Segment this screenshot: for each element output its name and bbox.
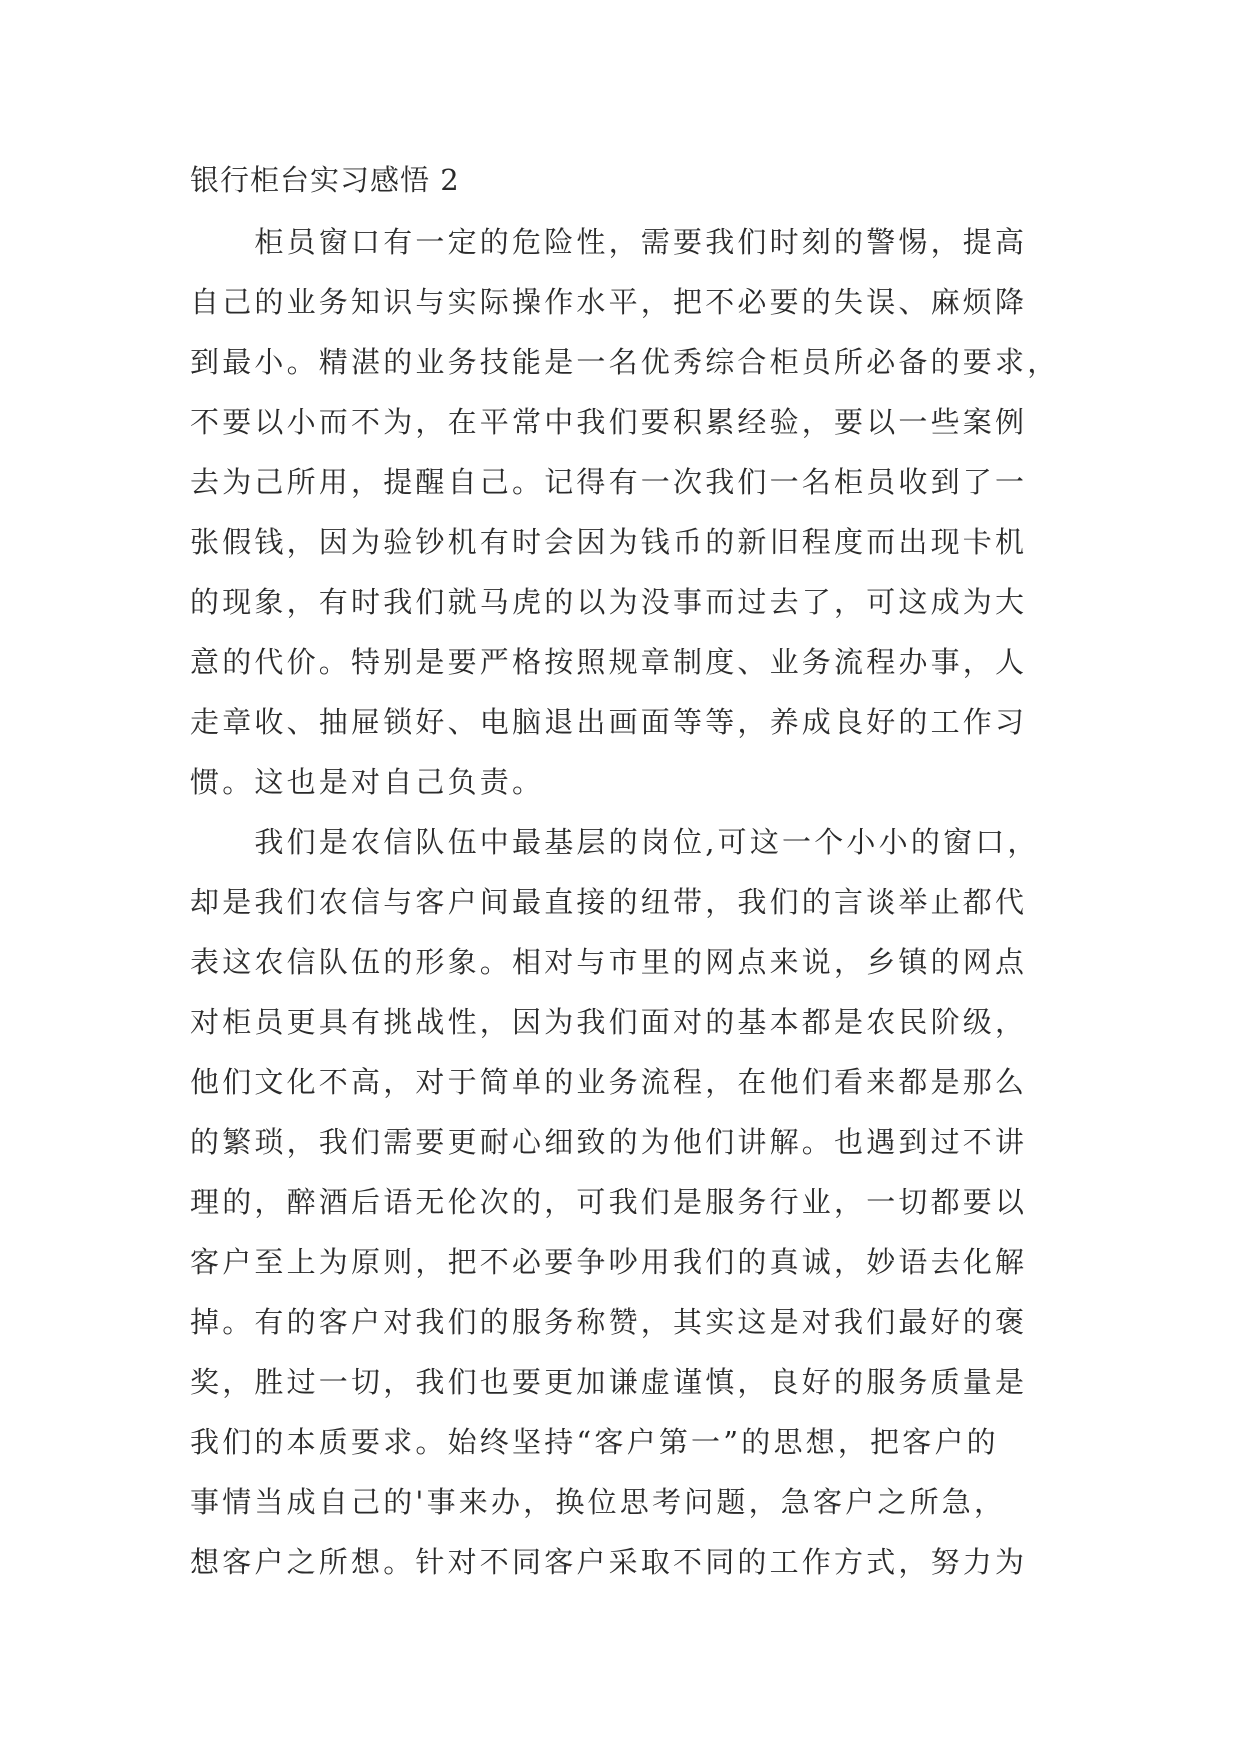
text-line: 张假钱，因为验钞机有时会因为钱币的新旧程度而出现卡机 [190, 525, 1028, 559]
text-line: 的现象，有时我们就马虎的以为没事而过去了，可这成为大 [190, 585, 1028, 619]
text-line: 客户至上为原则，把不必要争吵用我们的真诚，妙语去化解 [190, 1245, 1028, 1279]
text-line: 柜员窗口有一定的危险性，需要我们时刻的警惕，提高 [190, 225, 1028, 259]
text-line: 的繁琐，我们需要更耐心细致的为他们讲解。也遇到过不讲 [190, 1125, 1028, 1159]
text-line: 不要以小而不为，在平常中我们要积累经验，要以一些案例 [190, 405, 1028, 439]
text-line: 我们是农信队伍中最基层的岗位,可这一个小小的窗口， [190, 825, 1040, 859]
text-line: 事情当成自己的'事来办，换位思考问题，急客户之所急， [190, 1485, 1007, 1519]
text-line: 自己的业务知识与实际操作水平，把不必要的失误、麻烦降 [190, 285, 1028, 319]
text-line: 却是我们农信与客户间最直接的纽带，我们的言谈举止都代 [190, 885, 1028, 919]
text-line: 对柜员更具有挑战性，因为我们面对的基本都是农民阶级， [190, 1005, 1028, 1039]
text-line: 惯。这也是对自己负责。 [190, 765, 545, 799]
text-line: 意的代价。特别是要严格按照规章制度、业务流程办事，人 [190, 645, 1028, 679]
text-line: 他们文化不高，对于简单的业务流程，在他们看来都是那么 [190, 1065, 1028, 1099]
document-title: 银行柜台实习感悟 2 [190, 163, 460, 197]
paragraph-2 [190, 812, 1050, 1592]
text-line: 走章收、抽屉锁好、电脑退出画面等等，养成良好的工作习 [190, 705, 1028, 739]
paragraph-1 [190, 212, 1060, 812]
text-line: 想客户之所想。针对不同客户采取不同的工作方式，努力为 [190, 1545, 1028, 1579]
text-line: 去为己所用，提醒自己。记得有一次我们一名柜员收到了一 [190, 465, 1028, 499]
text-line: 表这农信队伍的形象。相对与市里的网点来说，乡镇的网点 [190, 945, 1028, 979]
text-line: 奖，胜过一切，我们也要更加谦虚谨慎，良好的服务质量是 [190, 1365, 1028, 1399]
text-line: 我们的本质要求。始终坚持“客户第一”的思想，把客户的 [190, 1425, 999, 1459]
text-line: 到最小。精湛的业务技能是一名优秀综合柜员所必备的要求， [190, 345, 1060, 379]
text-line: 掉。有的客户对我们的服务称赞，其实这是对我们最好的褒 [190, 1305, 1028, 1339]
text-line: 理的，醉酒后语无伦次的，可我们是服务行业，一切都要以 [190, 1185, 1028, 1219]
